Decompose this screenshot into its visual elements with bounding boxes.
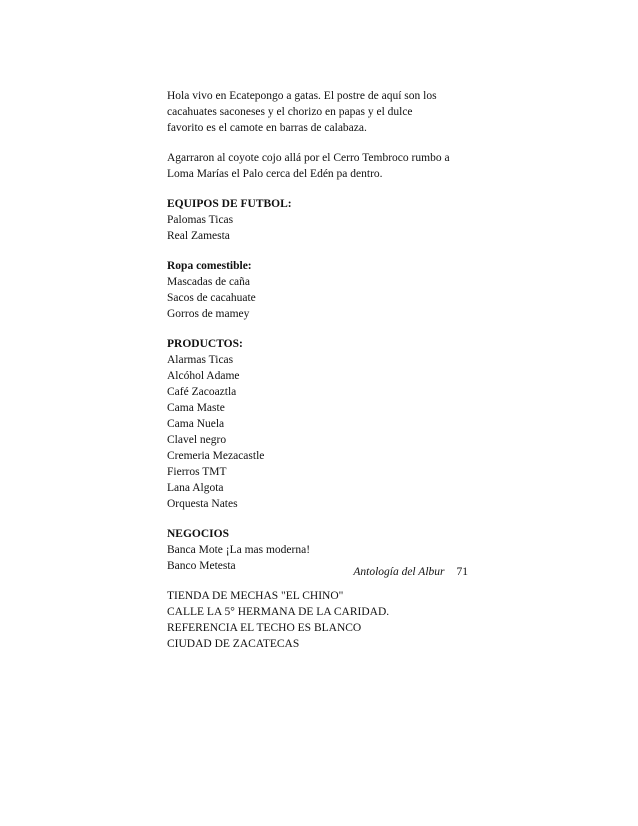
list-item: Sacos de cacahuate [167, 292, 256, 304]
text-line: Agarraron al coyote cojo allá por el Cerro Tembroco rumbo a [167, 152, 450, 164]
text-line: Loma Marías el Palo cerca del Edén pa dentro. [167, 168, 383, 180]
list-item: Cama Nuela [167, 418, 225, 430]
book-title: Antología del Albur [353, 566, 445, 578]
list-item: Banco Metesta [167, 560, 236, 572]
list-item: Alarmas Ticas [167, 354, 234, 366]
list-item: Mascadas de caña [167, 276, 251, 288]
address-line: CALLE LA 5° HERMANA DE LA CARIDAD. [167, 606, 390, 618]
text-line: Hola vivo en Ecatepongo a gatas. El postre de aquí son los [167, 90, 437, 102]
text-line: favorito es el camote en barras de calabaza. [167, 122, 367, 134]
address-line: TIENDA DE MECHAS "EL CHINO" [167, 590, 344, 602]
list-item: Café Zacoaztla [167, 386, 237, 398]
page-footer [318, 564, 468, 580]
list-item: Gorros de mamey [167, 308, 250, 320]
text-line: cacahuates saconeses y el chorizo en papas y el dulce [167, 106, 413, 118]
list-item: Cama Maste [167, 402, 225, 414]
address-line: REFERENCIA EL TECHO ES BLANCO [167, 622, 362, 634]
address-block [167, 588, 487, 652]
list-item: Lana Algota [167, 482, 224, 494]
list-item: Palomas Ticas [167, 214, 234, 226]
list-item: Fierros TMT [167, 466, 227, 478]
intro-paragraph-1 [167, 88, 467, 136]
intro-paragraph-2 [167, 150, 467, 182]
page-number: 71 [456, 566, 468, 578]
address-line: CIUDAD DE ZACATECAS [167, 638, 300, 650]
list-item: Alcóhol Adame [167, 370, 240, 382]
section-ropa-comestible [167, 258, 467, 322]
section-equipos-de-futbol [167, 196, 467, 244]
section-heading: NEGOCIOS [167, 528, 229, 540]
list-item: Banca Mote ¡La mas moderna! [167, 544, 311, 556]
list-item: Clavel negro [167, 434, 227, 446]
list-item: Orquesta Nates [167, 498, 238, 510]
section-heading: EQUIPOS DE FUTBOL: [167, 198, 292, 210]
list-item: Cremeria Mezacastle [167, 450, 265, 462]
section-heading: PRODUCTOS: [167, 338, 243, 350]
list-item: Real Zamesta [167, 230, 230, 242]
section-productos [167, 336, 467, 512]
section-heading: Ropa comestible: [167, 260, 252, 272]
